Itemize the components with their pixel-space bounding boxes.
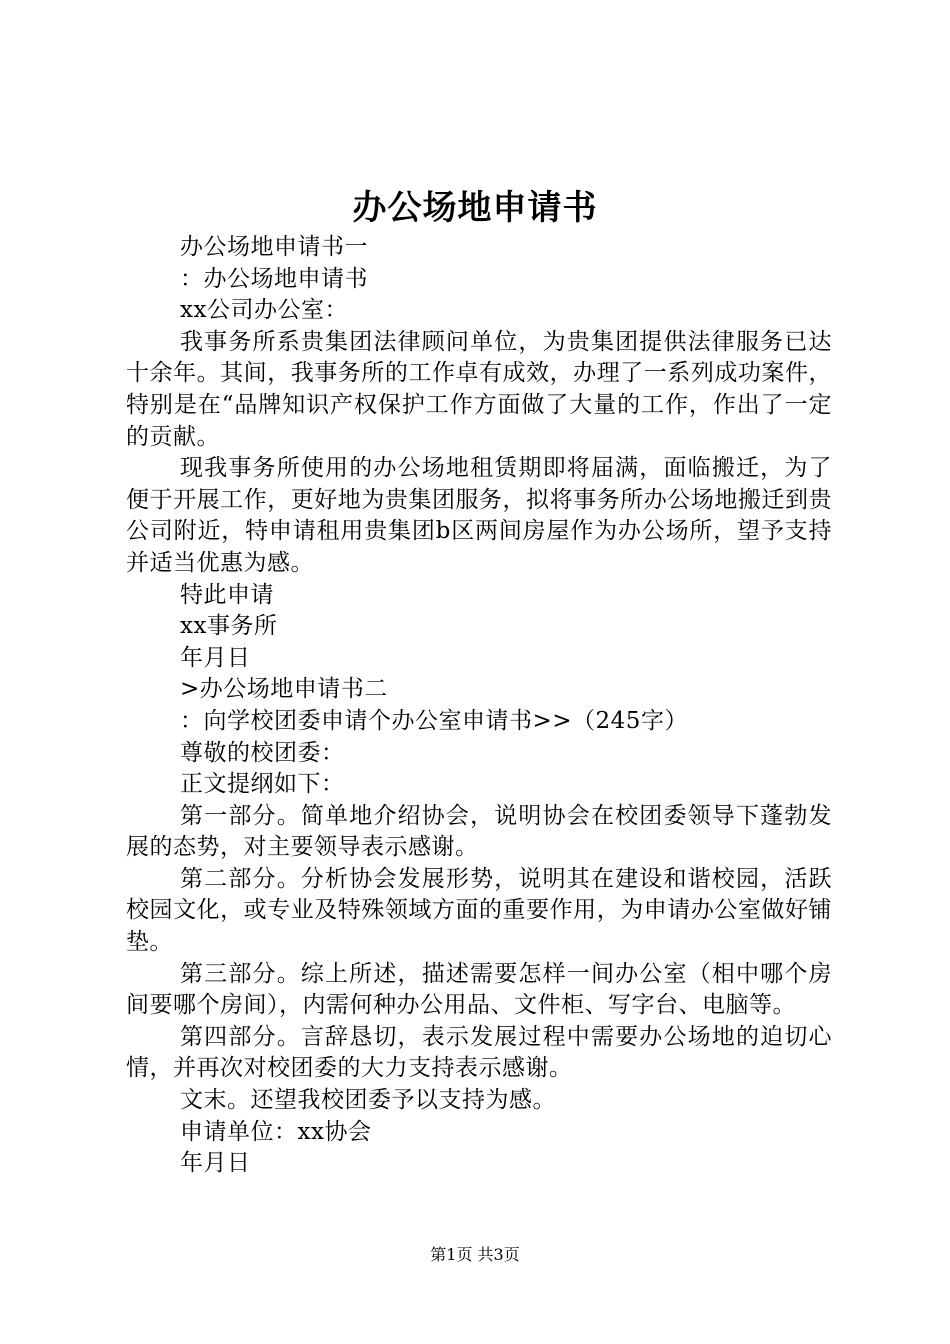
applicant-line: 申请单位：xx协会 <box>180 1118 372 1145</box>
paragraph-4: 第二部分。分析协会发展形势，说明其在建设和谐校园，活跃校园文化，或专业及特殊领域方面的重要作用，为申请办公室做好铺垫。 <box>126 865 832 956</box>
paragraph-1: 我事务所系贵集团法律顾问单位，为贵集团提供法律服务已达十余年。其间，我事务所的工作卓有成效，办理了一系列成功案件，特别是在“品牌知识产权保护工作方面做了大量的工作，作出了一定的贡献。 <box>126 328 832 450</box>
paragraph-5: 第三部分。综上所述，描述需要怎样一间办公室（相中哪个房间要哪个房间），内需何种办公用品、文件柜、写字台、电脑等。 <box>126 960 832 1019</box>
addressee-line: xx公司办公室： <box>180 297 348 324</box>
section-heading-two: >办公场地申请书二 <box>180 676 388 703</box>
paragraph-3: 第一部分。简单地介绍协会，说明协会在校团委领导下蓬勃发展的态势，对主要领导表示感谢。 <box>126 802 832 861</box>
subtitle-line: ：办公场地申请书 <box>180 265 368 292</box>
addressee-line-two: 尊敬的校团委： <box>180 739 345 766</box>
page-footer: 第1页 共3页 <box>430 1245 520 1264</box>
subtitle-line-two: ：向学校团委申请个办公室申请书>>（245字） <box>180 707 688 734</box>
closing-line: 特此申请 <box>180 581 274 608</box>
paragraph-2: 现我事务所使用的办公场地租赁期即将届满，面临搬迁，为了便于开展工作，更好地为贵集团服务，拟将事务所办公场地搬迁到贵公司附近，特申请租用贵集团b区两间房屋作为办公场所，望予支持并适当优惠为感。 <box>126 455 832 576</box>
paragraph-6: 第四部分。言辞恳切，表示发展过程中需要办公场地的迫切心情，并再次对校团委的大力支持表示感谢。 <box>126 1023 832 1082</box>
document-body <box>126 232 832 1180</box>
document-title: 办公场地申请书 <box>352 188 598 228</box>
date-line-two: 年月日 <box>180 1150 251 1177</box>
signature-line: xx事务所 <box>180 613 278 640</box>
date-line: 年月日 <box>180 644 251 671</box>
ending-line: 文末。还望我校团委予以支持为感。 <box>180 1087 556 1114</box>
section-heading-one: 办公场地申请书一 <box>180 234 368 260</box>
outline-intro: 正文提纲如下： <box>180 771 345 798</box>
